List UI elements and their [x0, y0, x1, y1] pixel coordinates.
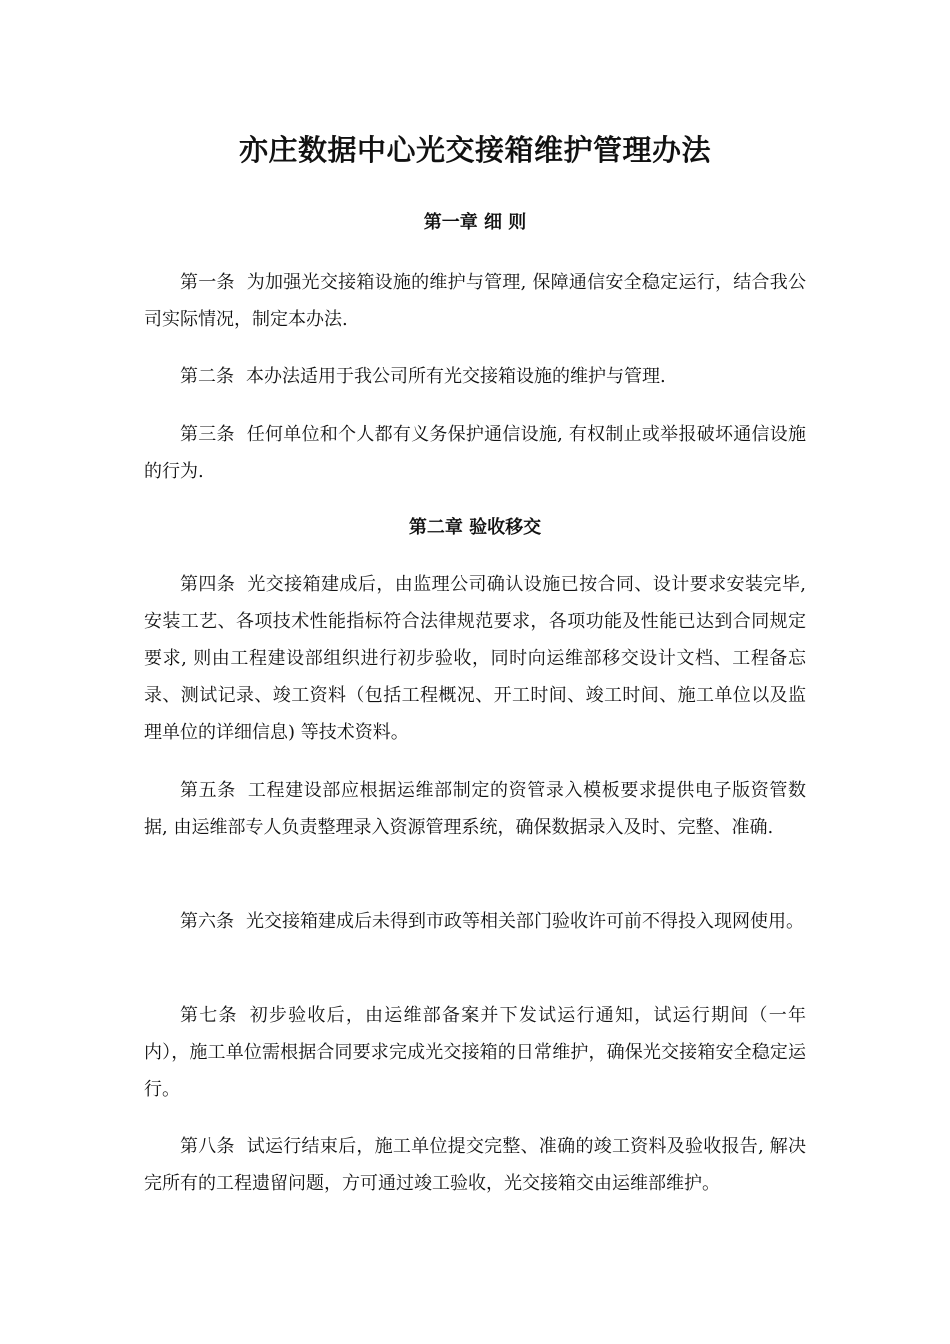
article-2 — [144, 358, 806, 395]
article-text: 本办法适用于我公司所有光交接箱设施的维护与管理. — [246, 366, 666, 387]
chapter-heading-1: 第一章 细 则 — [423, 212, 527, 233]
article-label: 第一条 — [180, 272, 235, 293]
article-text: 光交接箱建成后未得到市政等相关部门验收许可前不得投入现网使用。 — [246, 911, 804, 932]
article-label: 第七条 — [180, 1005, 238, 1026]
article-3 — [144, 416, 806, 490]
article-label: 第六条 — [180, 911, 234, 932]
article-6 — [144, 903, 806, 940]
article-label: 第四条 — [180, 574, 236, 595]
article-label: 第三条 — [180, 424, 235, 445]
article-text: 初步验收后，由运维部备案并下发试运行通知，试运行期间（一年内），施工单位需根据合同要求完成光交接箱的日常维护，确保光交接箱安全稳定运行。 — [144, 1005, 807, 1100]
article-1 — [144, 264, 806, 338]
article-text: 为加强光交接箱设施的维护与管理, 保障通信安全稳定运行，结合我公司实际情况，制定本办法. — [144, 272, 806, 330]
article-label: 第八条 — [180, 1136, 235, 1157]
article-7 — [144, 997, 806, 1108]
article-text: 任何单位和个人都有义务保护通信设施, 有权制止或举报破坏通信设施的行为. — [144, 424, 806, 482]
chapter-heading-2: 第二章 验收移交 — [408, 517, 542, 538]
document-title: 亦庄数据中心光交接箱维护管理办法 — [238, 133, 711, 167]
article-5 — [144, 772, 806, 846]
article-label: 第二条 — [180, 366, 234, 387]
article-text: 光交接箱建成后，由监理公司确认设施已按合同、设计要求安装完毕, 安装工艺、各项技术性能指标符合法律规范要求，各项功能及性能已达到合同规定要求, 则由工程建设部组织进行初步验收，同时向运维部移交设计文档、工程备忘录、测试记录、竣工资料（包括工程概况、开工时间、竣工时间、施工单位以及监理单位的详细信息) 等技术资料。 — [144, 574, 807, 743]
article-label: 第五条 — [180, 780, 236, 801]
article-4 — [144, 566, 806, 751]
article-text: 试运行结束后，施工单位提交完整、准确的竣工资料及验收报告, 解决完所有的工程遗留问题，方可通过竣工验收，光交接箱交由运维部维护。 — [144, 1136, 806, 1194]
article-8 — [144, 1128, 806, 1202]
article-text: 工程建设部应根据运维部制定的资管录入模板要求提供电子版资管数据, 由运维部专人负责整理录入资源管理系统，确保数据录入及时、完整、准确. — [144, 780, 806, 838]
